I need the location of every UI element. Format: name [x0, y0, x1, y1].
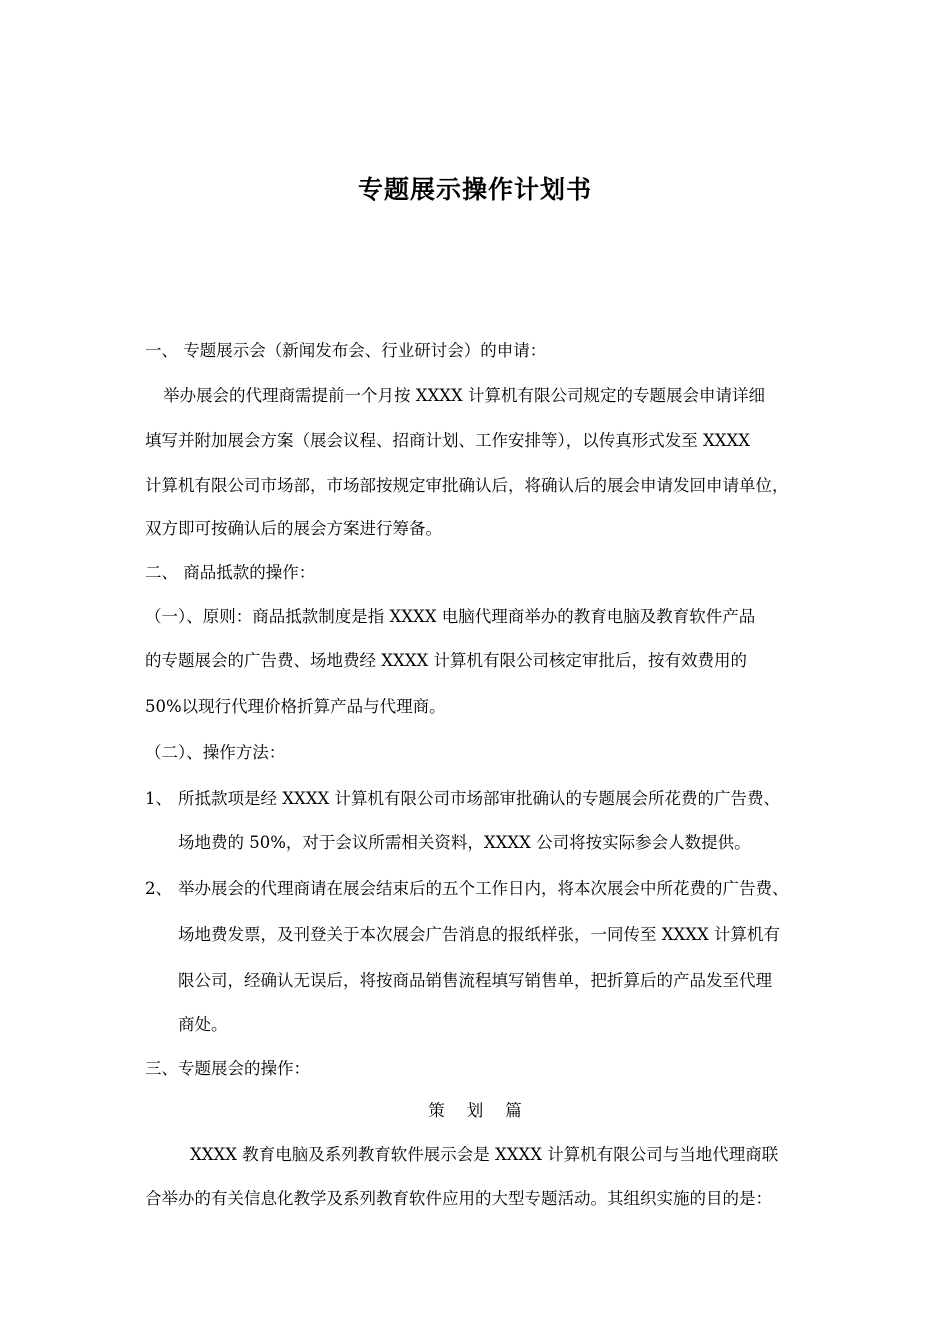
paragraph-line: XXXX 教育电脑及系列教育软件展示会是 XXXX 计算机有限公司与当地代理商联 — [190, 1145, 779, 1164]
paragraph-line: 填写并附加展会方案（展会议程、招商计划、工作安排等），以传真形式发至 XXXX — [145, 431, 750, 450]
list-item-line: 场地费发票，及刊登关于本次展会广告消息的报纸样张，一同传至 XXXX 计算机有 — [178, 925, 780, 944]
section-heading-3: 三、专题展会的操作： — [145, 1059, 310, 1078]
paragraph-line: 合举办的有关信息化教学及系列教育软件应用的大型专题活动。其组织实施的目的是： — [145, 1189, 772, 1208]
centered-subheading: 策划篇 — [428, 1101, 544, 1120]
paragraph-line: 的专题展会的广告费、场地费经 XXXX 计算机有限公司核定审批后，按有效费用的 — [145, 651, 747, 670]
paragraph-line: 双方即可按确认后的展会方案进行筹备。 — [145, 519, 442, 538]
list-item-line: 场地费的 50%，对于会议所需相关资料，XXXX 公司将按实际参会人数提供。 — [178, 833, 751, 852]
list-item-line: 所抵款项是经 XXXX 计算机有限公司市场部审批确认的专题展会所花费的广告费、 — [178, 789, 780, 808]
paragraph-line: 计算机有限公司市场部，市场部按规定审批确认后，将确认后的展会申请发回申请单位， — [145, 476, 789, 495]
paragraph-line: 50%以现行代理价格折算产品与代理商。 — [145, 697, 446, 716]
list-number: 1、 — [145, 789, 172, 808]
list-item-line: 限公司，经确认无误后，将按商品销售流程填写销售单，把折算后的产品发至代理 — [178, 971, 772, 990]
subsection-heading: （二）、操作方法： — [145, 743, 286, 762]
section-heading-2: 二、 商品抵款的操作： — [145, 563, 316, 582]
list-number: 2、 — [145, 879, 172, 898]
paragraph-line: 举办展会的代理商需提前一个月按 XXXX 计算机有限公司规定的专题展会申请详细 — [163, 386, 765, 405]
section-heading-1: 一、 专题展示会（新闻发布会、行业研讨会）的申请： — [145, 341, 547, 360]
paragraph-line: （一）、原则：商品抵款制度是指 XXXX 电脑代理商举办的教育电脑及教育软件产品 — [145, 607, 756, 626]
list-item-line: 举办展会的代理商请在展会结束后的五个工作日内，将本次展会中所花费的广告费、 — [178, 879, 789, 898]
document-title: 专题展示操作计划书 — [357, 175, 592, 204]
list-item-line: 商处。 — [178, 1015, 228, 1034]
